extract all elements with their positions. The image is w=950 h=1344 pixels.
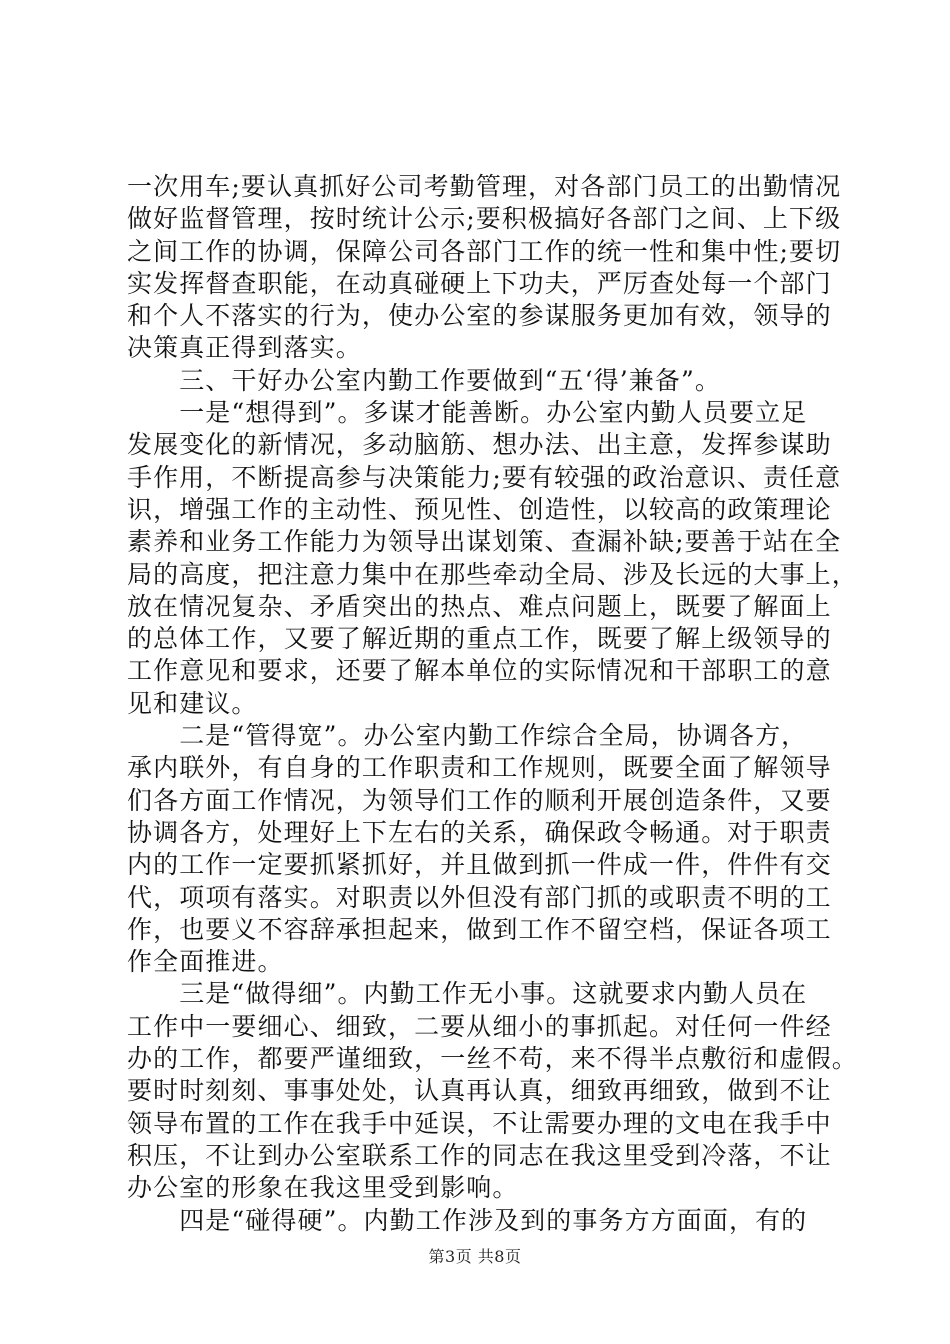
text-line: 三是“做得细”。内勤工作无小事。这就要求内勤人员在 bbox=[127, 979, 808, 1009]
text-line: 手作用，不断提高参与决策能力;要有较强的政治意识、责任意 bbox=[127, 462, 842, 492]
text-line: 作全面推进。 bbox=[127, 947, 284, 977]
text-line: 放在情况复杂、矛盾突出的热点、难点问题上，既要了解面上 bbox=[127, 591, 832, 621]
document-body bbox=[127, 171, 857, 1237]
text-line: 三、干好办公室内勤工作要做到“五‘得’兼备”。 bbox=[127, 365, 721, 395]
text-line: 识，增强工作的主动性、预见性、创造性，以较高的政策理论 bbox=[127, 494, 832, 524]
text-line: 做好监督管理，按时统计公示;要积极搞好各部门之间、上下级 bbox=[127, 204, 842, 234]
text-line: 之间工作的协调，保障公司各部门工作的统一性和集中性;要切 bbox=[127, 236, 842, 266]
text-line: 的总体工作，又要了解近期的重点工作，既要了解上级领导的 bbox=[127, 624, 832, 654]
text-line: 工作中一要细心、细致，二要从细小的事抓起。对任何一件经 bbox=[127, 1011, 832, 1041]
text-line: 素养和业务工作能力为领导出谋划策、查漏补缺;要善于站在全 bbox=[127, 527, 842, 557]
text-line: 实发挥督查职能，在动真碰硬上下功夫，严厉查处每一个部门 bbox=[127, 268, 832, 298]
text-line: 承内联外，有自身的工作职责和工作规则，既要全面了解领导 bbox=[127, 753, 832, 783]
text-line: 一次用车;要认真抓好公司考勤管理，对各部门员工的出勤情况 bbox=[127, 172, 842, 201]
text-line: 作，也要义不容辞承担起来，做到工作不留空档，保证各项工 bbox=[127, 914, 832, 944]
text-line: 四是“碰得硬”。内勤工作涉及到的事务方方面面，有的 bbox=[127, 1205, 808, 1235]
text-line: 积压，不让到办公室联系工作的同志在我这里受到冷落，不让 bbox=[127, 1140, 832, 1170]
text-line: 局的高度，把注意力集中在那些牵动全局、涉及长远的大事上， bbox=[127, 559, 858, 589]
text-line: 内的工作一定要抓紧抓好，并且做到抓一件成一件，件件有交 bbox=[127, 850, 832, 880]
text-line: 代，项项有落实。对职责以外但没有部门抓的或职责不明的工 bbox=[127, 882, 832, 912]
text-line: 要时时刻刻、事事处处，认真再认真，细致再细致，做到不让 bbox=[127, 1076, 832, 1106]
page-footer: 第3页 共8页 bbox=[428, 1247, 522, 1266]
text-line: 决策真正得到落实。 bbox=[127, 333, 362, 363]
text-line: 办的工作，都要严谨细致，一丝不苟，来不得半点敷衍和虚假。 bbox=[127, 1044, 858, 1074]
text-line: 一是“想得到”。多谋才能善断。办公室内勤人员要立足 bbox=[127, 398, 808, 428]
text-line: 领导布置的工作在我手中延误，不让需要办理的文电在我手中 bbox=[127, 1108, 832, 1138]
text-line: 办公室的形象在我这里受到影响。 bbox=[127, 1173, 519, 1203]
text-line: 和个人不落实的行为，使办公室的参谋服务更加有效，领导的 bbox=[127, 301, 832, 331]
text-line: 见和建议。 bbox=[127, 688, 258, 718]
text-line: 协调各方，处理好上下左右的关系，确保政令畅通。对于职责 bbox=[127, 817, 832, 847]
text-line: 工作意见和要求，还要了解本单位的实际情况和干部职工的意 bbox=[127, 656, 832, 686]
text-line: 发展变化的新情况，多动脑筋、想办法、出主意，发挥参谋助 bbox=[127, 430, 832, 460]
text-line: 二是“管得宽”。办公室内勤工作综合全局，协调各方， bbox=[127, 721, 808, 751]
text-line: 们各方面工作情况，为领导们工作的顺利开展创造条件，又要 bbox=[127, 785, 832, 815]
